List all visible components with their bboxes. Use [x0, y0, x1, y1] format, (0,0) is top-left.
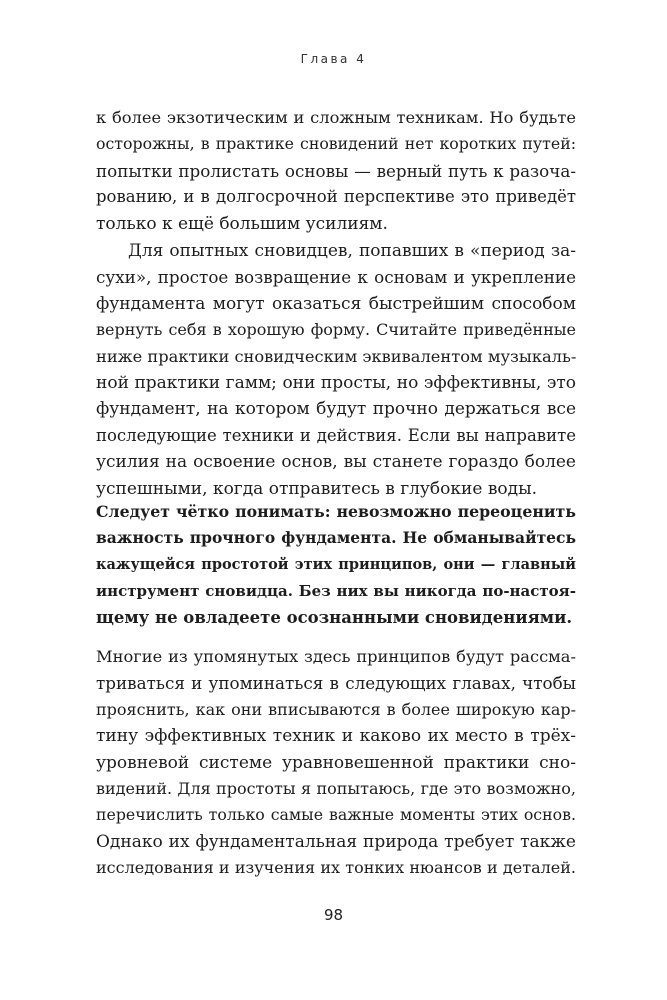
- text-line: кажущейся простотой этих принципов, они — главный: [96, 555, 576, 573]
- text-line: Многие из упомянутых здесь принципов будут рассма-: [96, 647, 576, 666]
- paragraph-4: [96, 644, 576, 882]
- text-line: к более экзотическим и сложным техникам. Но будьте: [96, 108, 576, 127]
- text-line: прояснить, как они вписываются в более широкую кар-: [96, 699, 576, 719]
- text-line: перечислить только самые важные моменты этих основ.: [96, 805, 576, 825]
- text-line: важность прочного фундамента. Не обманывайтесь: [96, 528, 576, 548]
- text-line: усилия на освоение основ, вы станете гораздо более: [96, 452, 576, 473]
- text-line: осторожны, в практике сновидений нет коротких путей:: [96, 134, 576, 154]
- running-head: Глава 4: [300, 52, 367, 66]
- text-line: инструмент сновидца. Без них вы никогда по-настоя-: [96, 582, 576, 601]
- text-line: тину эффективных техник и каково их место в трёх-: [96, 726, 576, 747]
- text-line: видений. Для простоты я попытаюсь, где это возможно,: [96, 778, 576, 798]
- text-line: фундамент, на котором будут прочно держаться все: [96, 399, 576, 420]
- text-line: успешными, когда отправитесь в глубокие воды.: [96, 478, 538, 499]
- text-line: ной практики гамм; они просты, но эффективны, это: [96, 372, 576, 393]
- text-line: щему не овладеете осознанными сновидениями.: [96, 607, 573, 627]
- text-line: Для опытных сновидцев, попавших в «период за-: [128, 241, 576, 261]
- text-line: рованию, и в долгосрочной перспективе это приведёт: [96, 187, 576, 207]
- text-line: попытки пролистать основы — верный путь к разоча-: [96, 160, 576, 181]
- text-line: вернуть себя в хорошую форму. Считайте приведённые: [96, 320, 576, 340]
- paragraph-2: [96, 238, 576, 502]
- text-line: Следует чётко понимать: невозможно переоценить: [96, 502, 576, 521]
- text-line: сухи», простое возвращение к основам и укрепление: [96, 267, 576, 288]
- text-line: Однако их фундаментальная природа требует также: [96, 831, 576, 852]
- text-line: ниже практики сновидческим эквивалентом музыкаль-: [96, 346, 577, 366]
- paragraph-1: [96, 105, 576, 237]
- text-line: только к ещё большим усилиям.: [96, 213, 388, 234]
- text-line: триваться и упоминаться в следующих главах, чтобы: [96, 673, 576, 694]
- text-line: уровневой системе уравновешенной практики сно-: [96, 752, 576, 773]
- page-number: 98: [323, 906, 344, 924]
- text-line: фундамента могут оказаться быстрейшим способом: [96, 293, 576, 314]
- text-line: последующие техники и действия. Если вы направите: [96, 425, 576, 445]
- emphasis-paragraph: [96, 499, 576, 631]
- text-line: исследования и изучения их тонких нюансов и деталей.: [96, 858, 576, 878]
